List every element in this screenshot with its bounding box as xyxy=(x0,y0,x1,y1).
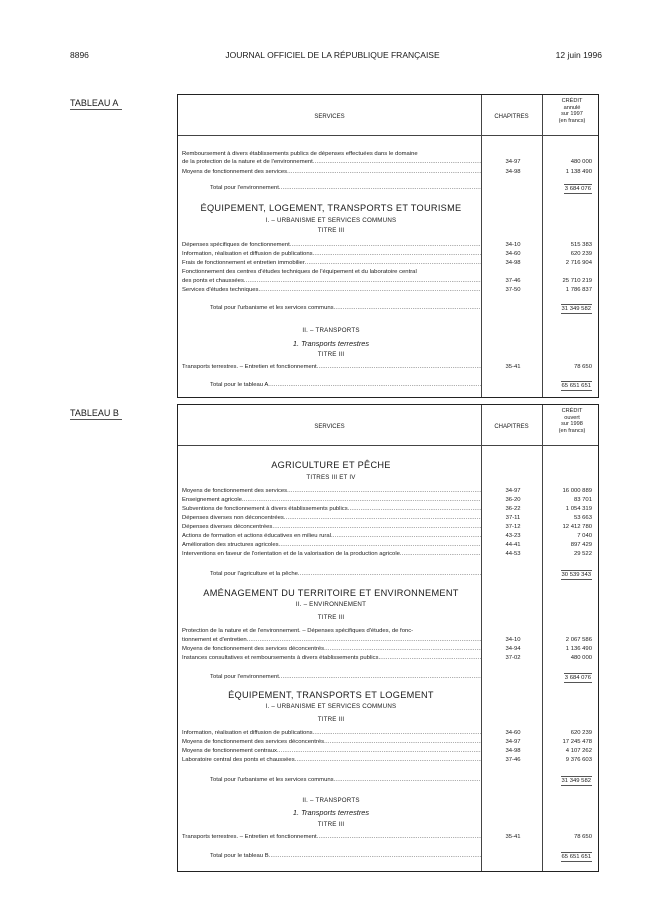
chapitre-cell: 36-20 xyxy=(505,497,521,503)
amount-cell: 2 716 904 xyxy=(565,260,592,266)
credit-header-line: sur 1997 xyxy=(561,111,583,118)
chapitre-cell: 37-50 xyxy=(505,287,521,293)
amount-cell: 78 650 xyxy=(573,834,592,840)
service-text: Protection de la nature et de l'environnement. – Dépenses spécifiques d'études, de fonc- xyxy=(182,628,414,634)
service-label xyxy=(182,756,481,765)
service-text: Dépenses spécifiques de fonctionnement xyxy=(182,242,290,248)
tableau-b xyxy=(177,404,599,872)
section-heading: AMÉNAGEMENT DU TERRITOIRE ET ENVIRONNEMENT xyxy=(203,588,459,598)
service-label xyxy=(210,304,481,313)
table-row xyxy=(182,241,596,250)
service-label xyxy=(182,168,481,177)
service-text: des ponts et chaussées xyxy=(182,278,244,284)
credit-header-line: annulé xyxy=(563,104,581,111)
chapitre-cell: 43-23 xyxy=(505,533,521,539)
amount-cell: 29 522 xyxy=(573,551,592,557)
service-label xyxy=(182,636,481,645)
amount-cell: 31 349 582 xyxy=(561,306,591,312)
service-label xyxy=(182,833,481,842)
service-label xyxy=(210,776,481,785)
service-label xyxy=(182,550,481,559)
amount-cell: 83 701 xyxy=(573,497,592,503)
service-text: Transports terrestres. – Entretien et fonctionnement xyxy=(182,364,317,370)
amount-cell: 480 000 xyxy=(570,655,592,661)
amount-cell: 620 239 xyxy=(570,251,592,257)
service-text: de la protection de la nature et de l'environnement xyxy=(182,159,313,165)
chapitre-cell: 37-11 xyxy=(505,515,521,521)
service-text: Total pour l'environnement xyxy=(210,674,279,680)
amount-cell: 65 651 651 xyxy=(561,383,591,389)
service-text: Amélioration des structures agricoles xyxy=(182,542,279,548)
tableau-a-label: TABLEAU A xyxy=(70,98,122,110)
service-label xyxy=(182,158,481,167)
chapitre-cell: 35-41 xyxy=(505,834,521,840)
service-label xyxy=(182,363,481,372)
chapitre-cell: 34-60 xyxy=(505,251,521,257)
service-label xyxy=(182,268,481,277)
amount-cell: 31 349 582 xyxy=(561,778,591,784)
table-row xyxy=(182,636,596,645)
section-subheading: TITRE III xyxy=(317,716,345,723)
section-subheading: TITRE III xyxy=(317,821,345,828)
service-text: Instances consultatives et remboursements à divers établissements publics xyxy=(182,655,379,661)
amount-cell: 65 651 651 xyxy=(561,854,591,860)
journal-title: JOURNAL OFFICIEL DE LA RÉPUBLIQUE FRANÇAISE xyxy=(225,50,440,60)
service-label xyxy=(182,259,481,268)
service-text: Interventions en faveur de l'orientation et de la valorisation de la production agricole xyxy=(182,551,400,557)
service-text: Information, réalisation et diffusion de publications xyxy=(182,251,313,257)
amount-cell: 1 054 319 xyxy=(565,506,592,512)
table-row xyxy=(182,756,596,765)
table-row xyxy=(182,654,596,663)
chapitres-header: CHAPITRES xyxy=(494,114,529,120)
chapitre-cell: 34-10 xyxy=(505,637,521,643)
service-label xyxy=(182,286,481,295)
service-label xyxy=(210,570,481,579)
service-text: Total pour le tableau B xyxy=(210,853,269,859)
service-text: Moyens de fonctionnement des services xyxy=(182,488,288,494)
service-label xyxy=(210,673,481,682)
section-subheading: TITRE III xyxy=(317,227,345,234)
service-text: Dépenses diverses non déconcentrées xyxy=(182,515,284,521)
table-row xyxy=(182,363,596,372)
service-label xyxy=(210,852,481,861)
service-text: Total pour le tableau A xyxy=(210,382,269,388)
table-header xyxy=(178,405,598,446)
amount-cell: 7 040 xyxy=(577,533,592,539)
amount-cell: 2 067 586 xyxy=(565,637,592,643)
total-row xyxy=(182,852,596,861)
amount-cell: 4 107 262 xyxy=(565,748,592,754)
total-row xyxy=(182,184,596,193)
service-text: Information, réalisation et diffusion de publications xyxy=(182,730,313,736)
service-text: Total pour l'environnement xyxy=(210,185,279,191)
service-label xyxy=(182,523,481,532)
chapitre-cell: 36-22 xyxy=(505,506,521,512)
chapitre-cell: 37-12 xyxy=(505,524,521,530)
service-label xyxy=(182,496,481,505)
table-row xyxy=(182,514,596,523)
table-row xyxy=(182,627,596,636)
table-row xyxy=(182,158,596,167)
page-date: 12 juin 1996 xyxy=(555,50,602,60)
chapitre-cell: 37-02 xyxy=(505,655,521,661)
service-label xyxy=(182,729,481,738)
chapitre-cell: 35-41 xyxy=(505,364,521,370)
table-row xyxy=(182,532,596,541)
amount-cell: 53 663 xyxy=(573,515,592,521)
total-row xyxy=(182,776,596,785)
service-label xyxy=(182,645,481,654)
services-header: SERVICES xyxy=(314,424,345,430)
credit-header-line: (en francs) xyxy=(558,427,586,434)
amount-cell: 897 429 xyxy=(570,542,592,548)
credit-header-line: CRÉDIT xyxy=(561,98,583,104)
service-label xyxy=(182,241,481,250)
service-text: Total pour l'agriculture et la pêche xyxy=(210,571,298,577)
table-row xyxy=(182,747,596,756)
table-row xyxy=(182,738,596,747)
section-subheading: 1. Transports terrestres xyxy=(292,808,370,817)
section-subheading: I. – URBANISME ET SERVICES COMMUNS xyxy=(265,217,397,224)
table-row xyxy=(182,645,596,654)
amount-cell: 515 383 xyxy=(570,242,592,248)
amount-cell: 25 710 219 xyxy=(562,278,592,284)
service-text: Moyens de fonctionnement des services xyxy=(182,169,288,175)
service-text: Services d'études techniques xyxy=(182,287,259,293)
chapitre-cell: 44-41 xyxy=(505,542,521,548)
section-heading: ÉQUIPEMENT, TRANSPORTS ET LOGEMENT xyxy=(228,690,434,700)
credit-header-line: ouvert xyxy=(564,414,580,421)
chapitre-cell: 34-97 xyxy=(505,159,521,165)
table-row xyxy=(182,833,596,842)
tableau-a xyxy=(177,94,599,398)
amount-cell: 17 245 478 xyxy=(562,739,592,745)
table-row xyxy=(182,505,596,514)
amount-cell: 3 684 076 xyxy=(564,186,591,192)
service-label xyxy=(182,541,481,550)
section-subheading: I. – URBANISME ET SERVICES COMMUNS xyxy=(265,703,397,710)
service-text: Enseignement agricole xyxy=(182,497,242,503)
table-row xyxy=(182,496,596,505)
section-heading: AGRICULTURE ET PÊCHE xyxy=(271,460,391,470)
service-text: Subventions de fonctionnement à divers établissements publics xyxy=(182,506,348,512)
table-row xyxy=(182,487,596,496)
amount-cell: 620 239 xyxy=(570,730,592,736)
service-text: Remboursement à divers établissements publics de dépenses effectuées dans le domaine xyxy=(182,151,418,157)
chapitre-cell: 34-97 xyxy=(505,739,521,745)
service-label xyxy=(182,627,481,636)
credit-header xyxy=(546,98,598,124)
chapitre-cell: 34-94 xyxy=(505,646,521,652)
amount-cell: 12 412 780 xyxy=(562,524,592,530)
service-label xyxy=(210,381,481,390)
services-header: SERVICES xyxy=(314,114,345,120)
service-label xyxy=(182,277,481,286)
total-row xyxy=(182,381,596,390)
table-row xyxy=(182,550,596,559)
chapitre-cell: 34-10 xyxy=(505,242,521,248)
section-subheading: II. – ENVIRONNEMENT xyxy=(295,601,367,608)
credit-header-line: CRÉDIT xyxy=(561,408,583,414)
total-row xyxy=(182,304,596,313)
service-text: Moyens de fonctionnement des services déconcentrés xyxy=(182,739,325,745)
section-subheading: II. – TRANSPORTS xyxy=(302,797,360,804)
total-row xyxy=(182,570,596,579)
page-number: 8896 xyxy=(70,50,89,60)
table-row xyxy=(182,286,596,295)
chapitre-cell: 34-60 xyxy=(505,730,521,736)
credit-header-line: (en francs) xyxy=(558,117,586,124)
section-subheading: TITRES III ET IV xyxy=(306,474,356,481)
section-subheading: II. – TRANSPORTS xyxy=(302,327,360,334)
amount-cell: 78 650 xyxy=(573,364,592,370)
table-row xyxy=(182,277,596,286)
section-subheading: 1. Transports terrestres xyxy=(292,339,370,348)
table-header xyxy=(178,95,598,136)
service-text: tionnement et d'entretien xyxy=(182,637,247,643)
table-row xyxy=(182,268,596,277)
chapitre-cell: 34-98 xyxy=(505,169,521,175)
table-row xyxy=(182,729,596,738)
table-row xyxy=(182,541,596,550)
service-label xyxy=(182,505,481,514)
service-label xyxy=(182,654,481,663)
service-label xyxy=(182,738,481,747)
tableau-b-label: TABLEAU B xyxy=(70,408,122,420)
service-label xyxy=(210,184,481,193)
service-text: Frais de fonctionnement et entretien immobilier xyxy=(182,260,305,266)
amount-cell: 1 136 490 xyxy=(565,646,592,652)
table-row xyxy=(182,523,596,532)
amount-cell: 9 376 603 xyxy=(565,757,592,763)
service-text: Laboratoire central des ponts et chaussées xyxy=(182,757,295,763)
service-label xyxy=(182,532,481,541)
service-label xyxy=(182,250,481,259)
chapitre-cell: 44-53 xyxy=(505,551,521,557)
service-text: Total pour l'urbanisme et les services communs xyxy=(210,777,334,783)
amount-cell: 16 000 889 xyxy=(562,488,592,494)
chapitre-cell: 37-46 xyxy=(505,278,521,284)
service-text: Moyens de fonctionnement centraux xyxy=(182,748,277,754)
chapitre-cell: 34-98 xyxy=(505,260,521,266)
amount-cell: 1 786 837 xyxy=(565,287,592,293)
service-text: Transports terrestres. – Entretien et fonctionnement xyxy=(182,834,317,840)
chapitres-header: CHAPITRES xyxy=(494,424,529,430)
service-label xyxy=(182,487,481,496)
amount-cell: 480 000 xyxy=(570,159,592,165)
service-label xyxy=(182,747,481,756)
table-row xyxy=(182,168,596,177)
table-row xyxy=(182,259,596,268)
chapitre-cell: 34-98 xyxy=(505,748,521,754)
amount-cell: 1 138 490 xyxy=(565,169,592,175)
section-subheading: TITRE III xyxy=(317,351,345,358)
amount-cell: 3 684 076 xyxy=(564,675,591,681)
total-row xyxy=(182,673,596,682)
amount-cell: 30 539 343 xyxy=(561,572,591,578)
section-subheading: TITRE III xyxy=(317,614,345,621)
service-text: Fonctionnement des centres d'études techniques de l'équipement et du laboratoire central xyxy=(182,269,417,275)
chapitre-cell: 37-46 xyxy=(505,757,521,763)
service-text: Total pour l'urbanisme et les services communs xyxy=(210,305,334,311)
service-text: Actions de formation et actions éducatives en milieu rural xyxy=(182,533,331,539)
service-label xyxy=(182,514,481,523)
credit-header-line: sur 1998 xyxy=(561,421,583,428)
credit-header xyxy=(546,408,598,434)
service-text: Moyens de fonctionnement des services déconcentrés xyxy=(182,646,325,652)
section-heading: ÉQUIPEMENT, LOGEMENT, TRANSPORTS ET TOURISME xyxy=(200,203,462,213)
service-text: Dépenses diverses déconcentrées xyxy=(182,524,273,530)
chapitre-cell: 34-97 xyxy=(505,488,521,494)
table-row xyxy=(182,250,596,259)
